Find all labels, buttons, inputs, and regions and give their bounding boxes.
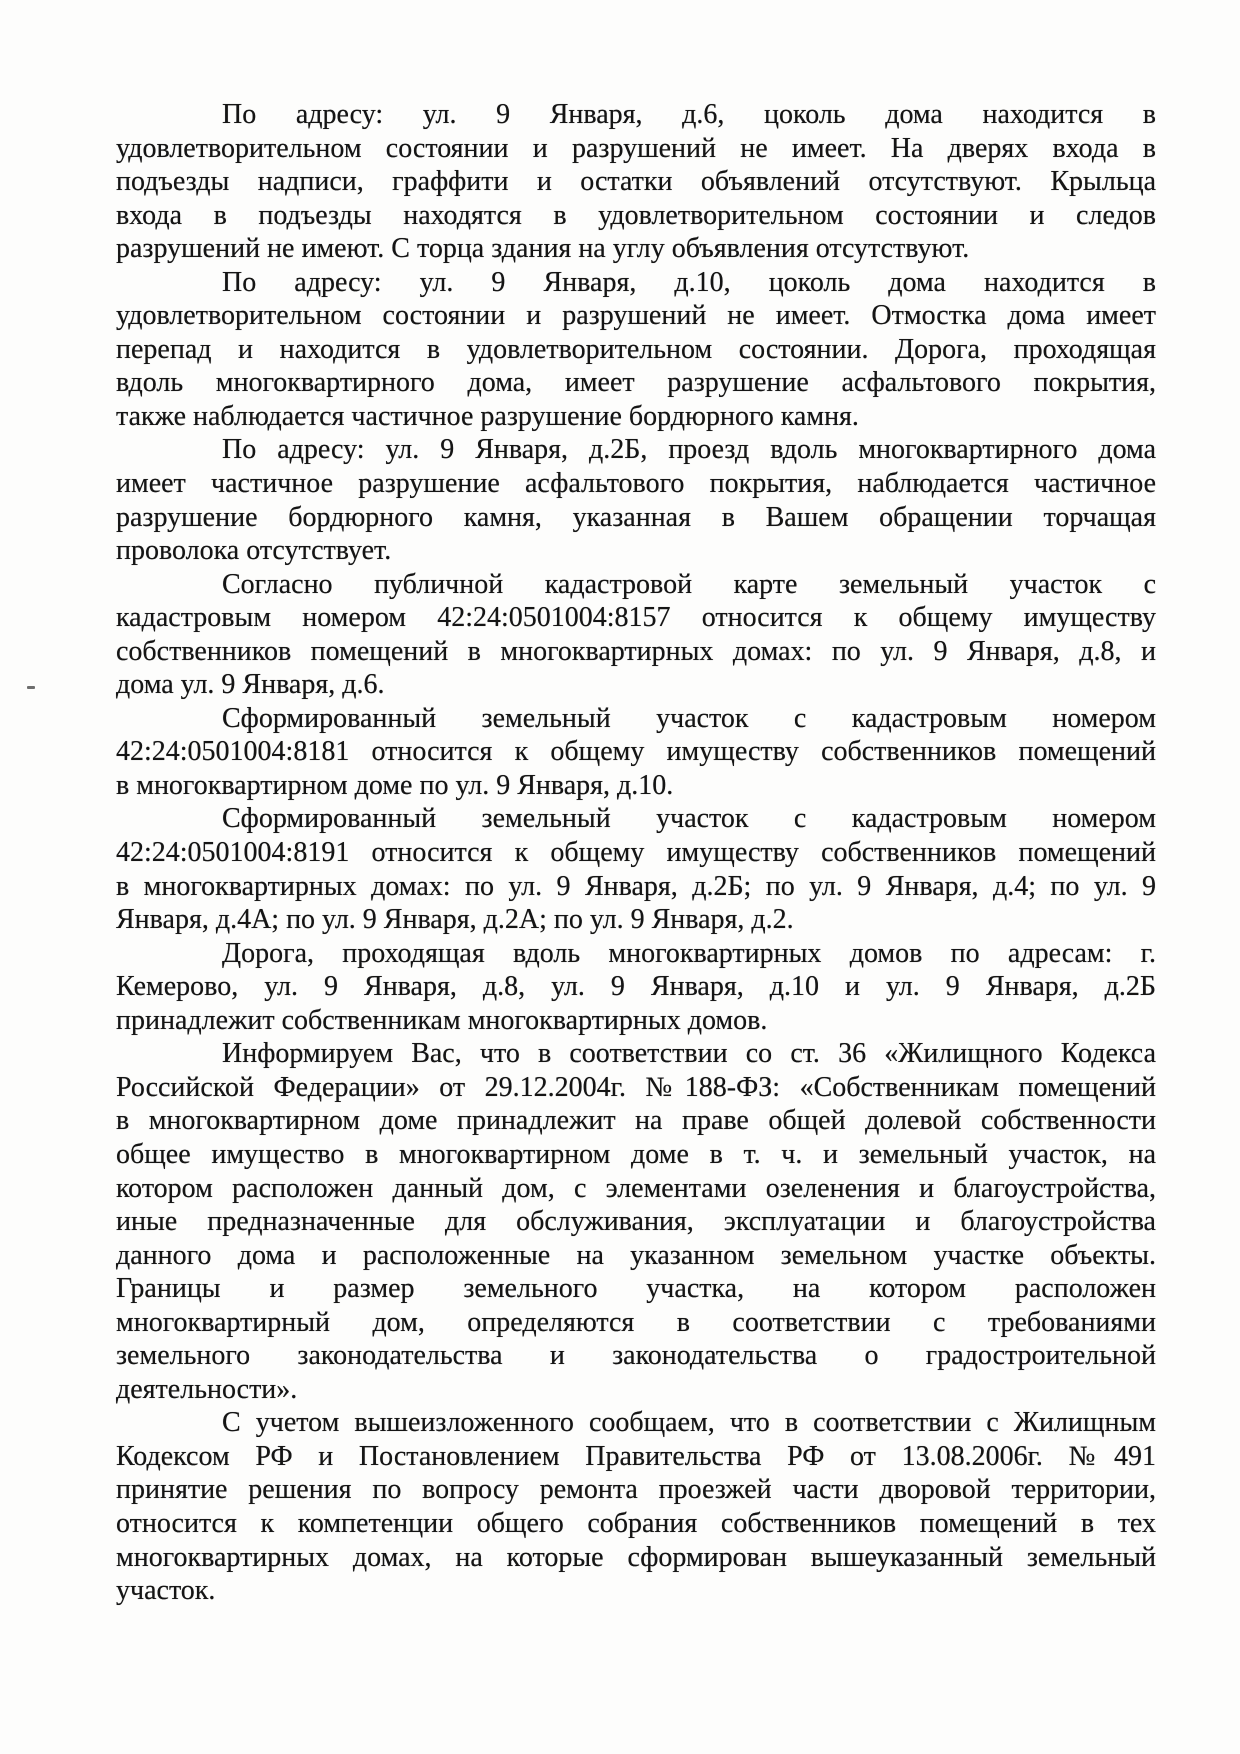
- text-line: По адресу: ул. 9 Января, д.10, цоколь дома находится в: [222, 266, 1156, 298]
- text-line: также наблюдается частичное разрушение бордюрного камня.: [116, 400, 859, 432]
- text-line: удовлетворительном состоянии и разрушений не имеет. На дверях входа в: [116, 132, 1156, 164]
- text-line: многоквартирный дом, определяются в соответствии с требованиями: [116, 1306, 1156, 1338]
- text-line: Согласно публичной кадастровой карте земельный участок с: [222, 568, 1156, 600]
- text-line: земельного законодательства и законодательства о градостроительной: [116, 1340, 1156, 1372]
- paragraph: [116, 702, 1156, 803]
- text-line: По адресу: ул. 9 Января, д.2Б, проезд вдоль многоквартирного дома: [222, 434, 1156, 466]
- text-line: деятельности».: [116, 1373, 298, 1405]
- text-line: участок.: [116, 1575, 216, 1607]
- text-line: разрушение бордюрного камня, указанная в Вашем обращении торчащая: [116, 501, 1156, 533]
- text-line: Сформированный земельный участок с кадастровым номером: [222, 803, 1156, 835]
- paragraph: [116, 1406, 1156, 1607]
- text-line: собственников помещений в многоквартирных домах: по ул. 9 Января, д.8, и: [116, 635, 1156, 667]
- text-line: Российской Федерации» от 29.12.2004г. №188-ФЗ: «Собственникам помещений: [116, 1071, 1156, 1103]
- text-line: 42:24:0501004:8181 относится к общему имуществу собственников помещений: [116, 736, 1156, 768]
- scan-speck-artifact: [27, 686, 35, 689]
- text-line: дома ул. 9 Января, д.6.: [116, 669, 385, 701]
- text-line: относится к компетенции общего собрания собственников помещений в тех: [116, 1507, 1156, 1539]
- text-line: подъезды надписи, граффити и остатки объявлений отсутствуют. Крыльца: [116, 166, 1156, 198]
- text-line: принадлежит собственникам многоквартирных домов.: [116, 1004, 768, 1036]
- paragraph: [116, 937, 1156, 1038]
- text-block: [116, 98, 1156, 1608]
- text-line: перепад и находится в удовлетворительном состоянии. Дорога, проходящая: [116, 333, 1156, 365]
- text-line: Границы и размер земельного участка, на котором расположен: [116, 1273, 1156, 1305]
- text-line: проволока отсутствует.: [116, 535, 392, 567]
- paragraph: [116, 266, 1156, 434]
- text-line: в многоквартирном доме принадлежит на праве общей долевой собственности: [116, 1105, 1156, 1137]
- text-line: многоквартирных домах, на которые сформирован вышеуказанный земельный: [116, 1541, 1156, 1573]
- paragraph: [116, 802, 1156, 936]
- text-line: иные предназначенные для обслуживания, эксплуатации и благоустройства: [116, 1206, 1156, 1238]
- paragraph: [116, 98, 1156, 266]
- text-line: С учетом вышеизложенного сообщаем, что в соответствии с Жилищным: [222, 1407, 1156, 1439]
- text-line: По адресу: ул. 9 Января, д.6, цоколь дома находится в: [222, 99, 1156, 130]
- text-line: принятие решения по вопросу ремонта проезжей части дворовой территории,: [116, 1474, 1156, 1506]
- text-line: Дорога, проходящая вдоль многоквартирных домов по адресам: г.: [222, 937, 1156, 969]
- text-line: входа в подъезды находятся в удовлетворительном состоянии и следов: [116, 199, 1156, 231]
- text-line: 42:24:0501004:8191 относится к общему имуществу собственников помещений: [116, 837, 1156, 869]
- text-line: Информируем Вас, что в соответствии со ст. 36 «Жилищного Кодекса: [222, 1038, 1156, 1070]
- text-line: в многоквартирных домах: по ул. 9 Января, д.2Б; по ул. 9 Января, д.4; по ул. 9: [116, 870, 1156, 902]
- text-line: Кемерово, ул. 9 Января, д.8, ул. 9 Января, д.10 и ул. 9 Января, д.2Б: [116, 971, 1156, 1003]
- text-line: разрушений не имеют. С торца здания на углу объявления отсутствуют.: [116, 233, 970, 265]
- text-line: удовлетворительном состоянии и разрушений не имеет. Отмостка дома имеет: [116, 300, 1156, 332]
- text-line: данного дома и расположенные на указанном земельном участке объекты.: [116, 1239, 1156, 1271]
- text-line: общее имущество в многоквартирном доме в т. ч. и земельный участок, на: [116, 1138, 1156, 1170]
- text-line: имеет частичное разрушение асфальтового покрытия, наблюдается частичное: [116, 468, 1156, 500]
- text-line: Кодексом РФ и Постановлением Правительства РФ от 13.08.2006г. №491: [116, 1440, 1156, 1472]
- text-line: Сформированный земельный участок с кадастровым номером: [222, 702, 1156, 734]
- text-line: в многоквартирном доме по ул. 9 Января, д.10.: [116, 769, 674, 801]
- text-line: Января, д.4А; по ул. 9 Января, д.2А; по ул. 9 Января, д.2.: [116, 904, 794, 936]
- paragraph: [116, 568, 1156, 702]
- text-line: вдоль многоквартирного дома, имеет разрушение асфальтового покрытия,: [116, 367, 1156, 399]
- paragraph: [116, 433, 1156, 567]
- text-line: кадастровым номером 42:24:0501004:8157 относится к общему имуществу: [116, 602, 1156, 634]
- text-line: котором расположен данный дом, с элементами озеленения и благоустройства,: [116, 1172, 1156, 1204]
- paragraph: [116, 1037, 1156, 1406]
